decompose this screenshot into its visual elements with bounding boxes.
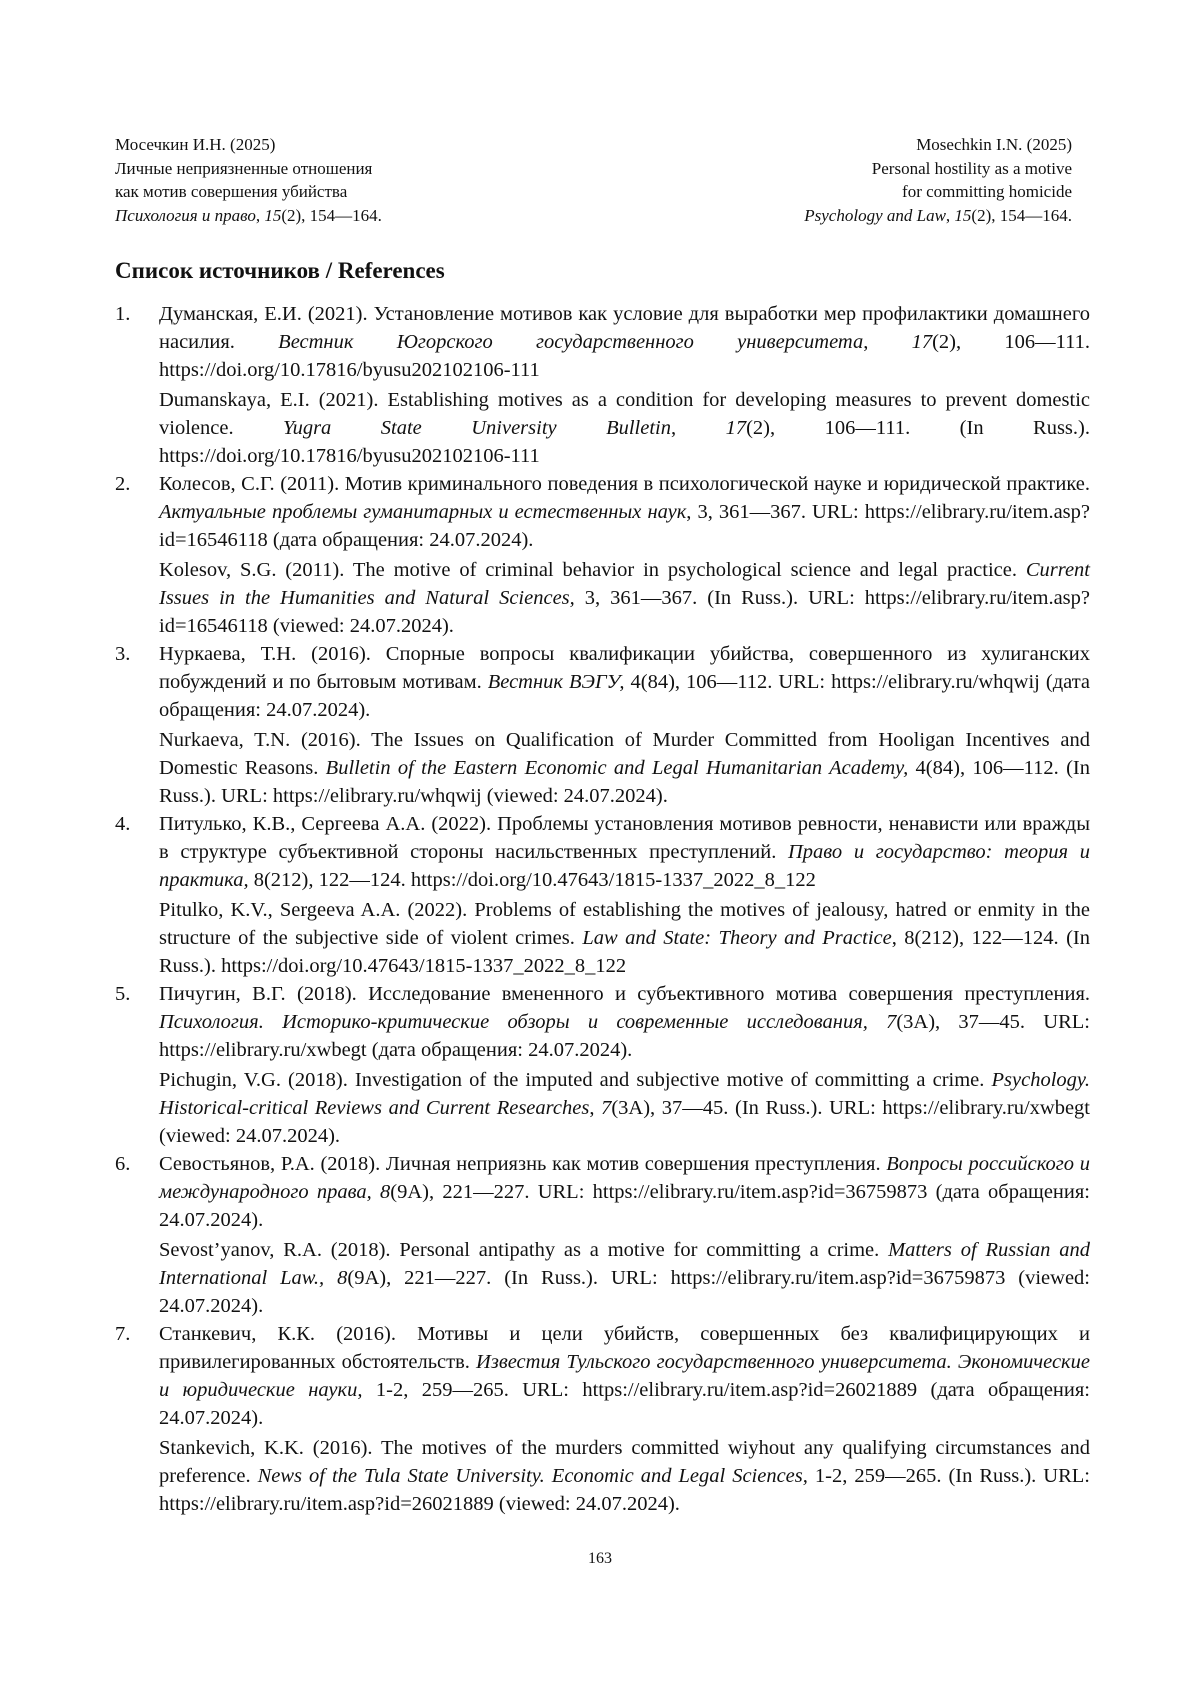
- reference-text: 1-2, 259—265. URL: https://elibrary.ru/item.asp?id=26021889 (дата обращения: 24.07.2024).: [159, 1379, 1090, 1429]
- reference-text: (3A), 37—45. (In Russ.). URL: https://elibrary.ru/xwbegt (viewed: 24.07.2024).: [159, 1097, 1091, 1147]
- reference-text: Питулько, К.В., Сергеева А.А. (2022). Проблемы установления мотивов ревности, ненависти или вражды в структуре субъективной стороны насильственных преступлений.: [159, 813, 1090, 863]
- reference-item: [115, 640, 1090, 810]
- header-citation-en: Psychology and Law, 15(2), 154—164.: [804, 205, 1072, 225]
- header-pages-ru: , 154—164.: [301, 205, 382, 225]
- header-title-ru-line2: как мотив совершения убийства: [115, 182, 348, 201]
- reference-text: 4(84), 106—112. URL: https://elibrary.ru/whqwij (дата обращения: 24.07.2024).: [159, 671, 1091, 721]
- header-pages-en: , 154—164.: [991, 205, 1072, 225]
- header-volume-ru: 15: [264, 205, 282, 225]
- reference-text: ,: [863, 331, 912, 353]
- reference-item: [115, 300, 1090, 470]
- reference-ru: [159, 1150, 1090, 1234]
- reference-number: 3.: [115, 643, 131, 665]
- header-title-ru-line1: Личные неприязненные отношения: [115, 158, 373, 178]
- reference-en: [159, 1066, 1090, 1150]
- reference-text: ,: [671, 417, 726, 439]
- reference-body: [159, 470, 1090, 640]
- reference-italic-text: Psychology. Historical-critical Reviews and Current Researches: [159, 1069, 1090, 1119]
- reference-italic-text: Current Issues in the Humanities and Natural Sciences,: [159, 559, 1090, 609]
- header-author-en: Mosechkin I.N. (2025): [916, 135, 1072, 154]
- reference-item: [115, 810, 1090, 980]
- reference-ru: [159, 1320, 1090, 1432]
- header-citation-ru: Психология и право, 15(2), 154—164.: [115, 205, 382, 225]
- reference-en: [159, 386, 1090, 470]
- reference-text: Stankevich, K.K. (2016). The motives of the murders committed wiyhout any qualifying circumstances and preference.: [159, 1437, 1090, 1487]
- reference-italic-text: Law and State: Theory and Practice: [582, 927, 892, 949]
- reference-text: Севостьянов, Р.А. (2018). Личная неприязнь как мотив совершения преступления.: [159, 1153, 887, 1175]
- reference-italic-text: Вестник Югорского государственного университета: [278, 331, 864, 353]
- reference-ru: [159, 300, 1090, 384]
- reference-text: Nurkaeva, T.N. (2016). The Issues on Qualification of Murder Committed from Hooligan Incentives and Domestic Reasons.: [159, 729, 1090, 779]
- reference-text: ,: [589, 1097, 602, 1119]
- reference-text: Нуркаева, Т.Н. (2016). Спорные вопросы квалификации убийства, совершенного из хулиганских побуждений и по бытовым мотивам.: [159, 643, 1090, 693]
- reference-en: [159, 556, 1090, 640]
- reference-text: Sevost’yanov, R.A. (2018). Personal antipathy as a motive for committing a crime.: [159, 1239, 889, 1261]
- reference-text: (3А), 37—45. URL: https://elibrary.ru/xwbegt (дата обращения: 24.07.2024).: [159, 1011, 1090, 1061]
- reference-number: 4.: [115, 813, 131, 835]
- reference-italic-text: Актуальные проблемы гуманитарных и естественных наук: [159, 501, 687, 523]
- reference-item: [115, 1150, 1090, 1320]
- reference-italic-text: Yugra State University Bulletin: [283, 417, 671, 439]
- reference-text: Pitulko, K.V., Sergeeva A.A. (2022). Problems of establishing the motives of jealousy, hatred or enmity in the structure of the subjective side of violent crimes.: [159, 899, 1090, 949]
- reference-item: [115, 1320, 1090, 1518]
- reference-ru: [159, 470, 1090, 554]
- reference-text: (9А), 221—227. URL: https://elibrary.ru/item.asp?id=36759873 (дата обращения: 24.07.2024).: [159, 1181, 1090, 1231]
- reference-italic-text: Право и государство: теория и практика,: [159, 841, 1090, 891]
- header-title-en-line2: for committing homicide: [902, 182, 1072, 201]
- reference-italic-text: Вестник ВЭГУ,: [487, 671, 625, 693]
- running-header: [115, 133, 1072, 227]
- reference-text: Kolesov, S.G. (2011). The motive of criminal behavior in psychological science and legal practice.: [159, 559, 1026, 581]
- reference-item: [115, 470, 1090, 640]
- reference-text: Колесов, С.Г. (2011). Мотив криминального поведения в психологической науке и юридической практике.: [159, 473, 1090, 495]
- reference-body: [159, 300, 1090, 470]
- reference-number: 5.: [115, 983, 131, 1005]
- header-issue-en: (2): [971, 205, 992, 225]
- reference-number: 6.: [115, 1153, 131, 1175]
- reference-body: [159, 640, 1090, 810]
- reference-text: Pichugin, V.G. (2018). Investigation of the imputed and subjective motive of committing a crime.: [159, 1069, 992, 1091]
- header-journal-ru: Психология и право: [115, 205, 256, 225]
- header-title-en-line1: Personal hostility as a motive: [871, 158, 1072, 178]
- reference-text: , 8(212), 122—124. (In Russ.). https://doi.org/10.47643/1815-1337_2022_8_122: [159, 927, 1090, 977]
- reference-italic-text: 7: [601, 1097, 612, 1119]
- header-issue-ru: (2): [281, 205, 302, 225]
- header-left: [115, 133, 382, 227]
- reference-text: 3, 361—367. (In Russ.). URL: https://elibrary.ru/item.asp?id=16546118 (viewed: 24.07.2024).: [159, 587, 1090, 637]
- reference-text: Dumanskaya, E.I. (2021). Establishing motives as a condition for developing measures to prevent domestic violence.: [159, 389, 1090, 439]
- reference-body: [159, 980, 1090, 1150]
- reference-text: Думанская, Е.И. (2021). Установление мотивов как условие для выработки мер профилактики домашнего насилия.: [159, 303, 1090, 353]
- reference-list: [115, 300, 1090, 1518]
- reference-text: (9A), 221—227. (In Russ.). URL: https://elibrary.ru/item.asp?id=36759873 (viewed: 24.07.2024).: [159, 1267, 1090, 1317]
- reference-ru: [159, 980, 1090, 1064]
- reference-text: Станкевич, К.К. (2016). Мотивы и цели убийств, совершенных без квалифицирующих и привилегированных обстоятельств.: [159, 1323, 1090, 1373]
- reference-number: 7.: [115, 1323, 131, 1345]
- header-journal-en: Psychology and Law: [804, 205, 946, 225]
- reference-text: (2), 106—111. (In Russ.). https://doi.org/10.17816/byusu202102106-111: [159, 417, 1090, 467]
- reference-en: [159, 896, 1090, 980]
- reference-text: Пичугин, В.Г. (2018). Исследование вмененного и субъективного мотива совершения преступления.: [159, 983, 1090, 1005]
- reference-ru: [159, 640, 1090, 724]
- reference-italic-text: Matters of Russian and International Law., 8: [159, 1239, 1090, 1289]
- reference-italic-text: Известия Тульского государственного университета. Экономические и юридические науки,: [159, 1351, 1090, 1401]
- page-number: 163: [588, 1550, 612, 1567]
- header-volume-en: 15: [954, 205, 972, 225]
- reference-number: 2.: [115, 473, 131, 495]
- references-heading: Список источников / References: [115, 258, 445, 283]
- reference-italic-text: Bulletin of the Eastern Economic and Legal Humanitarian Academy,: [325, 757, 909, 779]
- reference-italic-text: Вопросы российского и международного права, 8: [159, 1153, 1090, 1203]
- reference-text: (2), 106—111. https://doi.org/10.17816/byusu202102106-111: [159, 331, 1090, 381]
- reference-text: 1-2, 259—265. (In Russ.). URL: https://elibrary.ru/item.asp?id=26021889 (viewed: 24.07.2024).: [159, 1465, 1090, 1515]
- reference-en: [159, 1236, 1090, 1320]
- reference-italic-text: 17: [911, 331, 933, 353]
- header-right: [804, 133, 1072, 227]
- reference-ru: [159, 810, 1090, 894]
- reference-italic-text: News of the Tula State University. Economic and Legal Sciences,: [257, 1465, 808, 1487]
- reference-body: [159, 810, 1090, 980]
- reference-body: [159, 1150, 1090, 1320]
- reference-number: 1.: [115, 303, 131, 325]
- reference-body: [159, 1320, 1090, 1518]
- header-author-ru: Мосечкин И.Н. (2025): [115, 135, 276, 154]
- reference-en: [159, 1434, 1090, 1518]
- reference-italic-text: 17: [725, 417, 747, 439]
- reference-en: [159, 726, 1090, 810]
- reference-text: 8(212), 122—124. https://doi.org/10.47643/1815-1337_2022_8_122: [248, 869, 816, 891]
- reference-text: , 3, 361—367. URL: https://elibrary.ru/item.asp?id=16546118 (дата обращения: 24.07.2024).: [159, 501, 1090, 551]
- reference-text: 4(84), 106—112. (In Russ.). URL: https://elibrary.ru/whqwij (viewed: 24.07.2024).: [159, 757, 1090, 807]
- reference-item: [115, 980, 1090, 1150]
- reference-italic-text: Психология. Историко-критические обзоры и современные исследования, 7: [159, 1011, 897, 1033]
